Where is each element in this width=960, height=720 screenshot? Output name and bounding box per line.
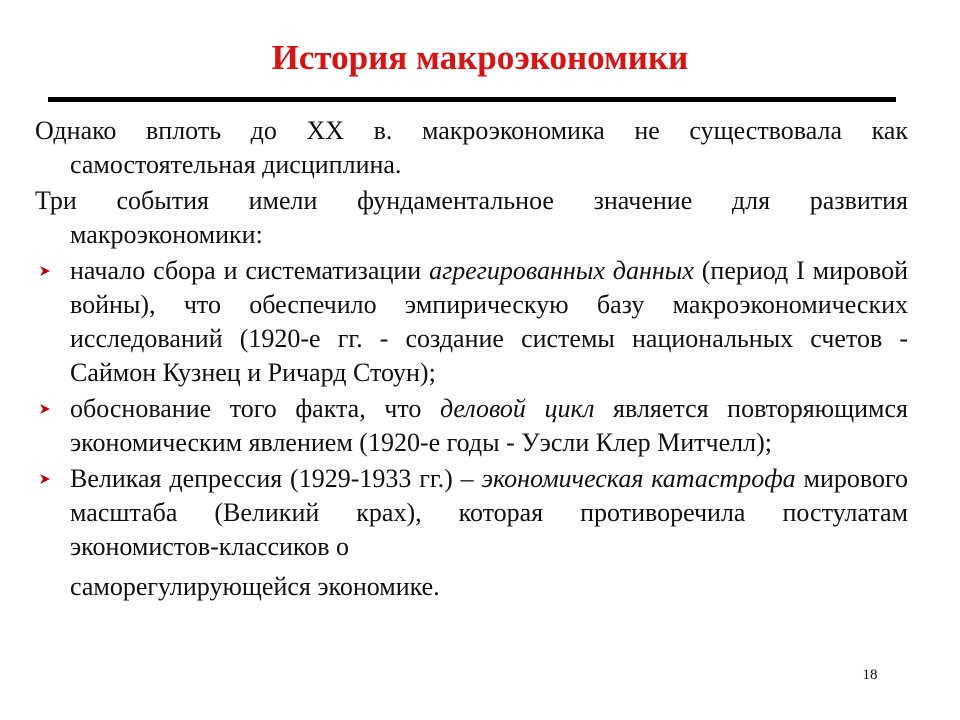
list-item bbox=[35, 392, 908, 460]
bullet-emphasis: деловой цикл bbox=[439, 394, 595, 423]
bullet-emphasis: экономическая катастрофа bbox=[481, 464, 796, 493]
bullet-text: Великая депрессия (1929-1933 гг.) – bbox=[70, 464, 482, 493]
bullet-emphasis: агрегированных данных bbox=[429, 256, 694, 285]
bullet-text: (период I мировой войны), что обеспечило эмпирическую базу макроэкономических исследований (1920-е гг. - создание системы национальных счетов - Саймон Кузнец и Ричард Стоун); bbox=[70, 256, 909, 387]
events-paragraph: Три события имели фундаментальное значение для развития макроэкономики: bbox=[35, 186, 908, 249]
bullet-text: является повторяющимся экономическим явлением (1920-е годы - Уэсли Клер Митчелл); bbox=[70, 394, 908, 457]
bullet-text: начало сбора и систематизации bbox=[70, 256, 430, 285]
bullet-text: обоснование того факта, что bbox=[70, 394, 440, 423]
bullet-text: мирового масштаба (Великий крах), которая противоречила постулатам экономистов-классиков о bbox=[70, 464, 909, 561]
intro-paragraph: Однако вплоть до XX в. макроэкономика не существовала как самостоятельная дисциплина. bbox=[35, 116, 908, 179]
arrowhead-bullet-icon bbox=[35, 462, 55, 496]
title-divider bbox=[48, 97, 896, 102]
list-item bbox=[35, 462, 908, 604]
slide-body bbox=[35, 114, 908, 606]
list-item bbox=[35, 254, 908, 390]
slide-title: История макроэкономики bbox=[271, 38, 689, 77]
bullet-text: саморегулирующейся экономике. bbox=[70, 572, 440, 601]
arrowhead-bullet-icon bbox=[35, 392, 55, 426]
arrowhead-bullet-icon bbox=[35, 254, 55, 288]
page-number: 18 bbox=[862, 667, 878, 683]
